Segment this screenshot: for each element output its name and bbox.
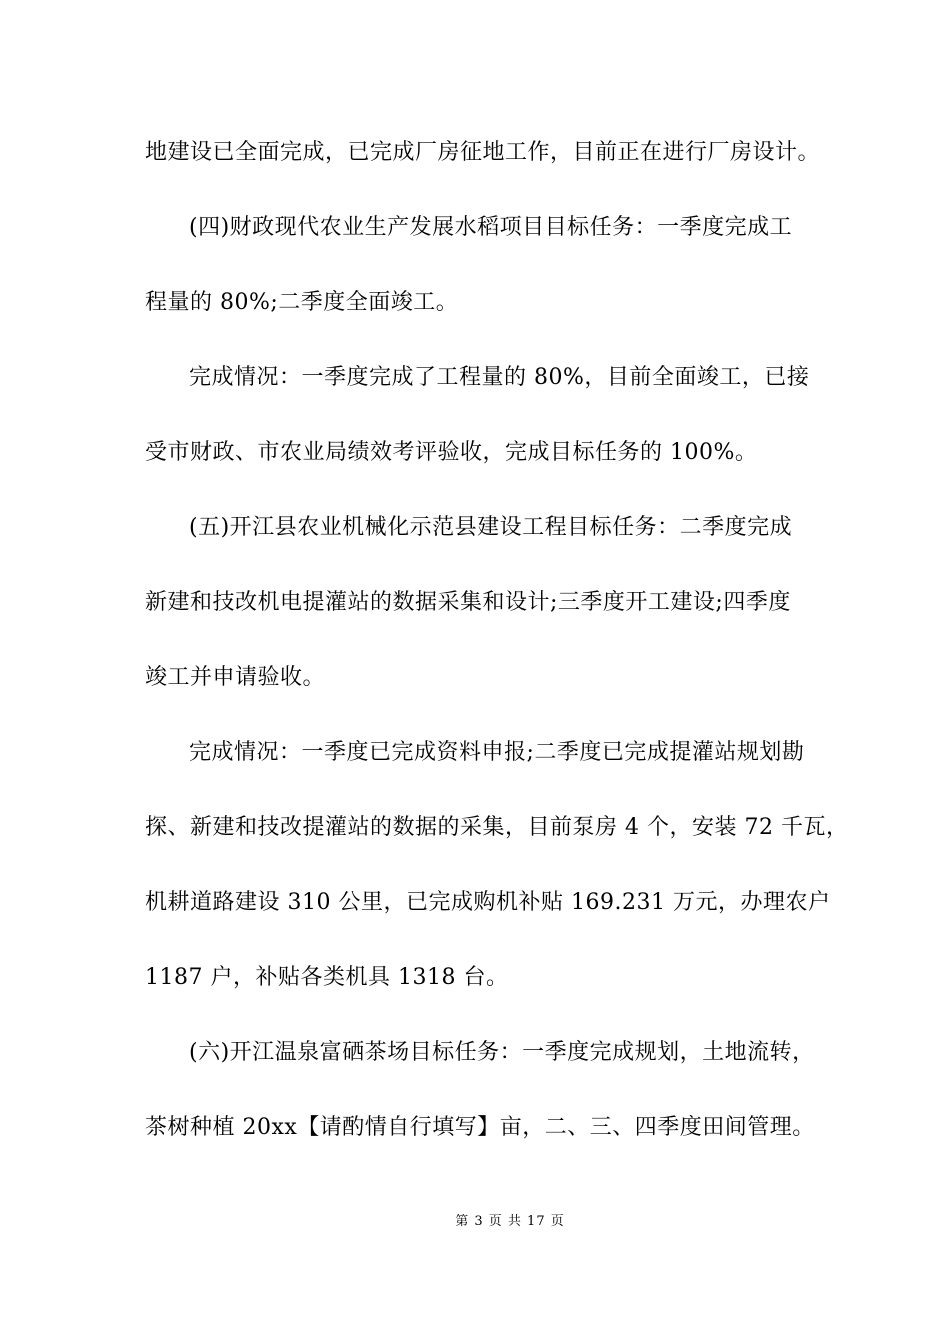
text-line-2: (四)财政现代农业生产发展水稻项目目标任务：一季度完成工 <box>189 215 793 240</box>
text-line-3: 程量的 80%;二季度全面竣工。 <box>145 290 459 315</box>
text-line-8: 竣工并申请验收。 <box>145 665 326 690</box>
text-line-12: 1187 户，补贴各类机具 1318 台。 <box>145 965 509 990</box>
text-line-14: 茶树种植 20xx【请酌情自行填写】亩，二、三、四季度田间管理。 <box>145 1115 815 1140</box>
text-line-9: 完成情况：一季度已完成资料申报;二季度已完成提灌站规划勘 <box>189 740 805 765</box>
text-line-1: 地建设已全面完成，已完成厂房征地工作，目前正在进行厂房设计。 <box>145 140 821 165</box>
page-number-footer: 第 3 页 共 17 页 <box>455 1214 565 1229</box>
text-line-10: 探、新建和技改提灌站的数据的采集，目前泵房 4 个，安装 72 千瓦， <box>145 815 849 840</box>
text-line-4: 完成情况：一季度完成了工程量的 80%，目前全面竣工，已接 <box>189 365 810 390</box>
text-line-11: 机耕道路建设 310 公里，已完成购机补贴 169.231 万元，办理农户 <box>145 890 831 915</box>
text-line-7: 新建和技改机电提灌站的数据采集和设计;三季度开工建设;四季度 <box>145 590 791 615</box>
text-line-5: 受市财政、市农业局绩效考评验收，完成目标任务的 100%。 <box>145 440 758 465</box>
text-line-6: (五)开江县农业机械化示范县建设工程目标任务：二季度完成 <box>189 515 793 540</box>
text-line-13: (六)开江温泉富硒茶场目标任务：一季度完成规划，土地流转， <box>189 1040 815 1065</box>
